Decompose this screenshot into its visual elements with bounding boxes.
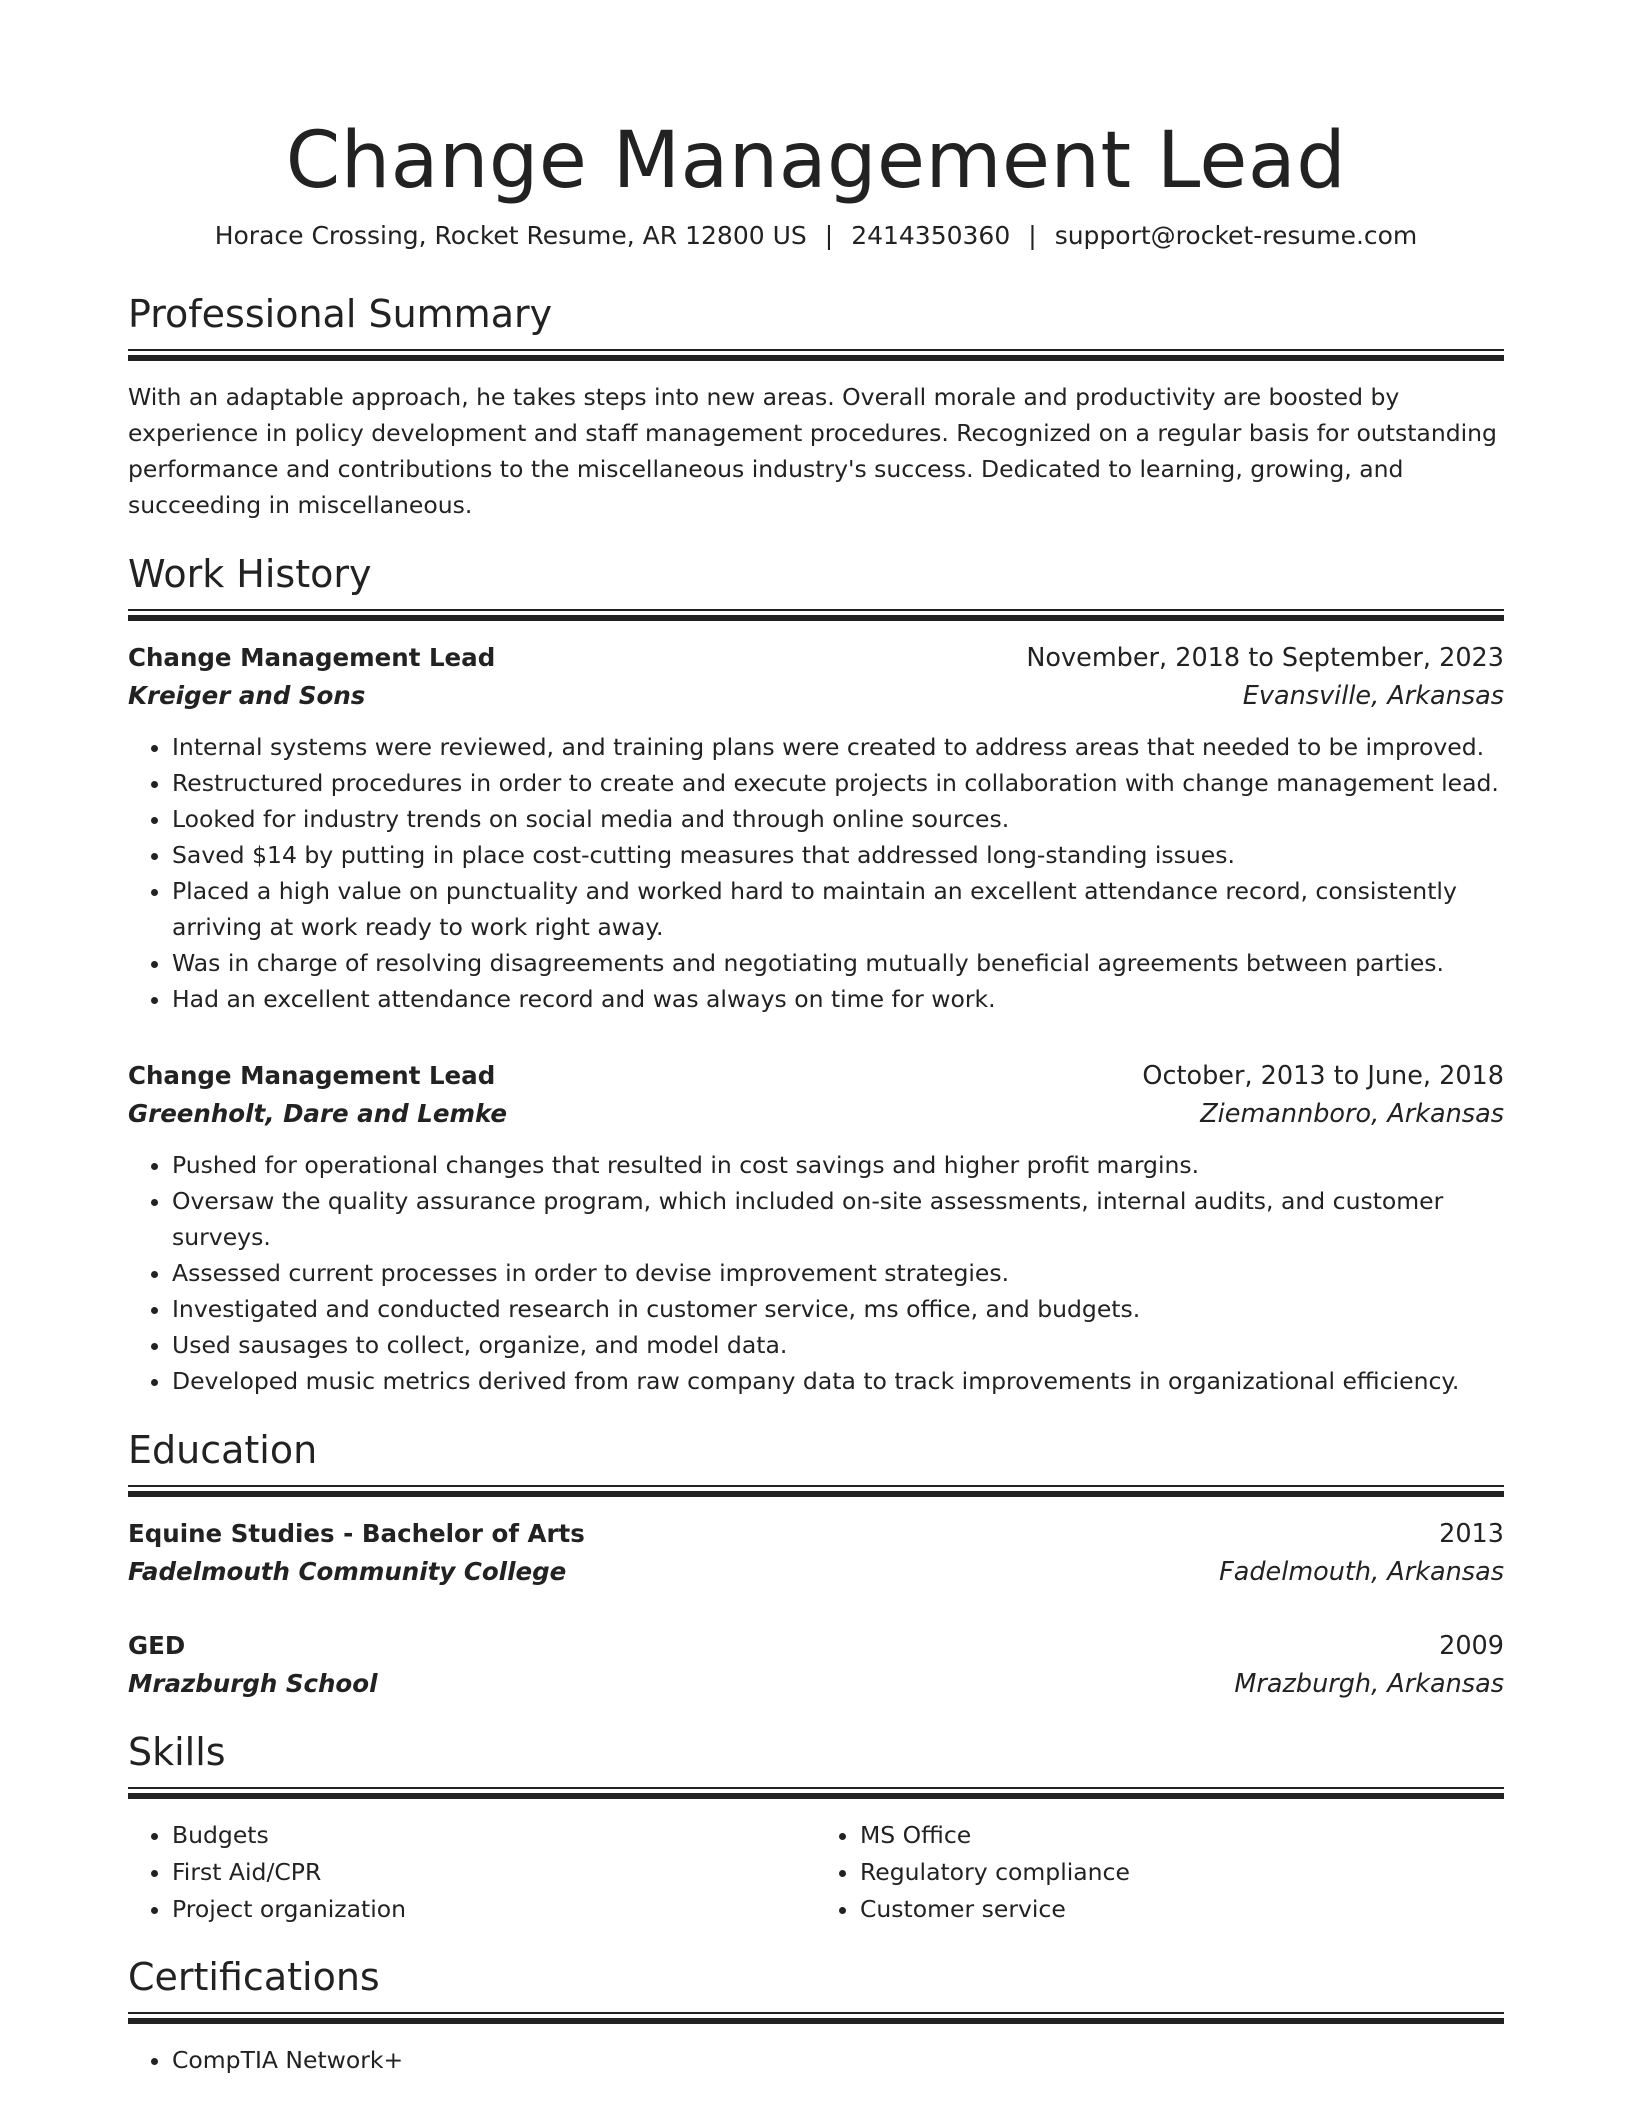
list-item: • Looked for industry trends on social media and through online sources. [172, 801, 1504, 837]
list-item: • Restructured procedures in order to create and execute projects in collaboration with change management lead. [172, 765, 1504, 801]
skills-grid [128, 1817, 1504, 1928]
education-school: Mrazburgh School [128, 1669, 378, 1699]
job-bullets [128, 729, 1504, 1017]
skill-item: • Regulatory compliance [860, 1854, 1504, 1891]
education-entry [128, 1627, 1504, 1703]
contact-separator: | [1028, 221, 1037, 251]
section-divider [128, 609, 1504, 611]
list-item: • Developed music metrics derived from raw company data to track improvements in organizational efficiency. [172, 1363, 1504, 1399]
section-heading: Education [128, 1428, 318, 1473]
section-heading: Work History [128, 552, 372, 597]
contact-address: Horace Crossing, Rocket Resume, AR 12800 US [214, 221, 807, 251]
education-school: Fadelmouth Community College [128, 1557, 567, 1587]
section-divider-thick [128, 1491, 1504, 1497]
section-heading: Skills [128, 1730, 226, 1775]
education-location: Fadelmouth, Arkansas [1219, 1557, 1504, 1588]
section-divider [128, 2012, 1504, 2014]
list-item: • Was in charge of resolving disagreements and negotiating mutually beneficial agreements between parties. [172, 945, 1504, 981]
list-item: • Pushed for operational changes that resulted in cost savings and higher profit margins. [172, 1147, 1504, 1183]
list-item: • Had an excellent attendance record and was always on time for work. [172, 981, 1504, 1017]
certifications-list [128, 2042, 1504, 2078]
summary-text: With an adaptable approach, he takes steps into new areas. Overall morale and productivity are boosted by experience in policy development and staff management procedures. Recognized on a regular basis for outstanding performance and contributions to the miscellaneous industry's success. Dedicated to learning, growing, and succeeding in miscellaneous. [128, 383, 1497, 520]
job-location: Ziemannboro, Arkansas [1200, 1099, 1504, 1130]
job-location: Evansville, Arkansas [1242, 681, 1504, 712]
skills-list-right [816, 1817, 1504, 1928]
summary-section [128, 291, 1504, 523]
contact-phone: 2414350360 [851, 221, 1011, 251]
contact-separator: | [824, 221, 834, 251]
skill-item: • Project organization [172, 1891, 816, 1928]
job-title: Change Management Lead [128, 643, 496, 673]
work-history-section [128, 551, 1504, 1399]
skill-item: • Customer service [860, 1891, 1504, 1928]
certification-item: • CompTIA Network+ [172, 2042, 1504, 2078]
education-degree: Equine Studies - Bachelor of Arts [128, 1519, 585, 1549]
education-section [128, 1427, 1504, 1703]
section-divider-thick [128, 355, 1504, 361]
skill-item: • MS Office [860, 1817, 1504, 1854]
list-item: • Assessed current processes in order to devise improvement strategies. [172, 1255, 1504, 1291]
section-divider-thick [128, 2018, 1504, 2024]
job-entry [128, 639, 1504, 1017]
job-company: Kreiger and Sons [128, 681, 366, 711]
skill-item: • First Aid/CPR [172, 1854, 816, 1891]
education-year: 2013 [1439, 1519, 1504, 1550]
job-dates: October, 2013 to June, 2018 [1142, 1061, 1504, 1092]
skills-section [128, 1729, 1504, 1928]
education-degree: GED [128, 1631, 186, 1661]
skill-item: • Budgets [172, 1817, 816, 1854]
list-item: • Internal systems were reviewed, and training plans were created to address areas that needed to be improved. [172, 729, 1504, 765]
section-divider-thick [128, 1793, 1504, 1799]
section-heading: Certifications [128, 1955, 380, 2000]
skills-list-left [128, 1817, 816, 1928]
certifications-section [128, 1954, 1504, 2078]
education-location: Mrazburgh, Arkansas [1234, 1669, 1504, 1700]
job-bullets [128, 1147, 1504, 1399]
contact-email: support@rocket-resume.com [1054, 221, 1418, 251]
contact-line [128, 219, 1504, 253]
education-year: 2009 [1439, 1631, 1504, 1662]
list-item: • Used sausages to collect, organize, and model data. [172, 1327, 1504, 1363]
list-item: • Investigated and conducted research in customer service, ms office, and budgets. [172, 1291, 1504, 1327]
job-dates: November, 2018 to September, 2023 [1026, 643, 1504, 674]
section-heading: Professional Summary [128, 292, 553, 337]
section-divider-thick [128, 615, 1504, 621]
list-item: • Oversaw the quality assurance program, which included on-site assessments, internal audits, and customer surveys. [172, 1183, 1504, 1255]
section-divider [128, 1485, 1504, 1487]
education-entry [128, 1515, 1504, 1591]
job-company: Greenholt, Dare and Lemke [128, 1099, 508, 1129]
job-entry [128, 1057, 1504, 1399]
section-divider [128, 1787, 1504, 1789]
list-item: • Saved $14 by putting in place cost-cutting measures that addressed long-standing issues. [172, 837, 1504, 873]
resume-title: Change Management Lead [285, 116, 1347, 206]
section-divider [128, 349, 1504, 351]
job-title: Change Management Lead [128, 1061, 496, 1091]
list-item: • Placed a high value on punctuality and worked hard to maintain an excellent attendance record, consistently arriving at work ready to work right away. [172, 873, 1504, 945]
